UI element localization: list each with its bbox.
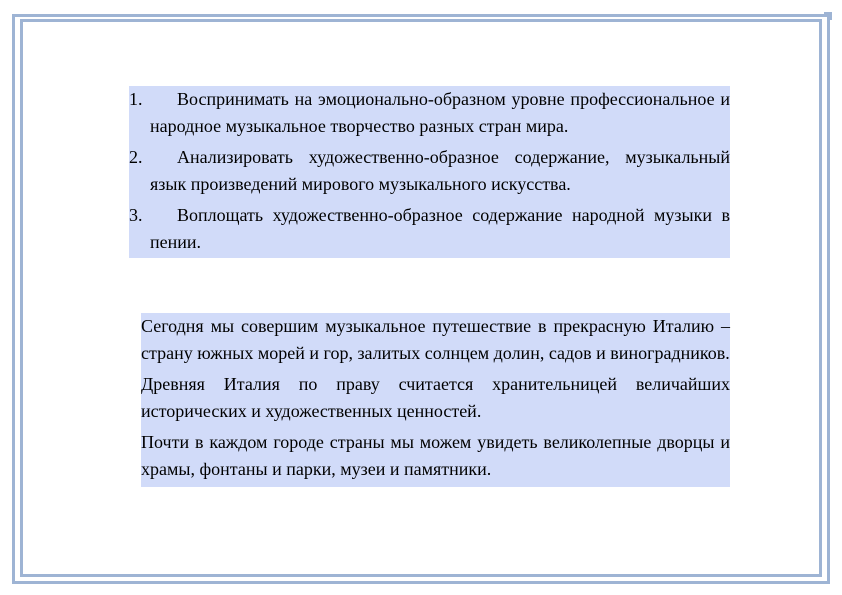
- list-item: [129, 86, 730, 144]
- list-item-text: Воплощать художественно-образное содержание народной музыки в пении.: [150, 205, 730, 252]
- frame-corner: [824, 12, 832, 20]
- paragraph: Древняя Италия по праву считается хранительницей величайших исторических и художественных ценностей.: [141, 374, 730, 421]
- paragraph: Почти в каждом городе страны мы можем увидеть великолепные дворцы и храмы, фонтаны и парки, музеи и памятники.: [141, 432, 730, 479]
- list-item: [129, 144, 730, 202]
- paragraph: Сегодня мы совершим музыкальное путешествие в прекрасную Италию – страну южных морей и гор, залитых солнцем долин, садов и виноградников.: [141, 316, 730, 363]
- list-item-number: 3.: [129, 205, 143, 225]
- list-item-text: Анализировать художественно-образное содержание, музыкальный язык произведений мирового музыкального искусства.: [150, 147, 730, 194]
- intro-paragraphs: [141, 313, 730, 487]
- list-item-text: Воспринимать на эмоционально-образном уровне профессиональное и народное музыкальное творчество разных стран мира.: [150, 89, 730, 136]
- objectives-list: [129, 86, 730, 258]
- list-item: [129, 202, 730, 258]
- list-item-number: 2.: [129, 147, 143, 167]
- list-item-number: 1.: [129, 89, 143, 109]
